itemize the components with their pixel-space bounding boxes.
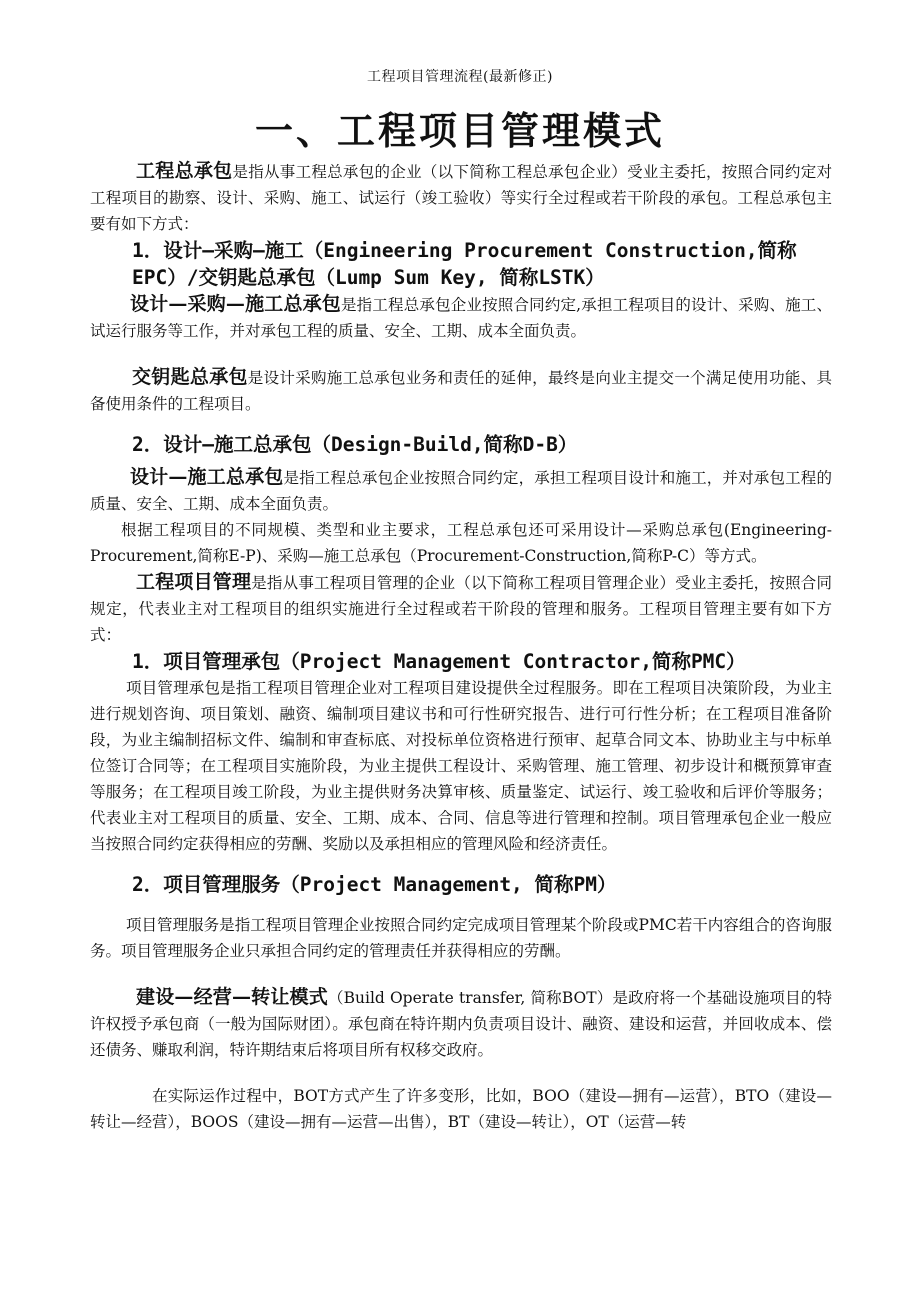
paragraph-text: （Build Operate transfer, 简称BOT）是政府将一个基础设施项目的特许权授予承包商（一般为国际财团）。承包商在特许期内负责项目设计、融资、建设和运营，并回收成本、偿还债务、赚取利润，特许期结束后将项目所有权移交政府。 [90, 989, 832, 1059]
term-general-contracting: 工程总承包 [136, 160, 233, 182]
document-body [90, 158, 832, 1135]
heading-design-build: 2．设计—施工总承包（Design-Build,简称D-B） [132, 433, 578, 456]
paragraph-text: 是指工程总承包企业按照合同约定，承担工程项目设计和施工，并对承包工程的质量、安全、工期、成本全面负责。 [90, 469, 832, 513]
paragraph-pm-intro [90, 569, 832, 648]
heading-pm-service: 2．项目管理服务（Project Management, 简称PM） [132, 873, 617, 896]
paragraph-epc-intro [90, 158, 832, 237]
paragraph-bot-definition [90, 984, 832, 1063]
term-project-management: 工程项目管理 [136, 571, 252, 593]
paragraph-text: 是指从事工程总承包的企业（以下简称工程总承包企业）受业主委托，按照合同约定对工程项目的勘察、设计、采购、施工、试运行（竣工验收）等实行全过程或若干阶段的承包。工程总承包主要有如下方式： [90, 163, 832, 233]
paragraph-text: 是指从事工程项目管理的企业（以下简称工程项目管理企业）受业主委托，按照合同规定，代表业主对工程项目的组织实施进行全过程或若干阶段的管理和服务。工程项目管理主要有如下方式： [90, 574, 832, 644]
term-bot: 建设—经营—转让模式 [136, 986, 328, 1008]
paragraph-text: 是指工程总承包企业按照合同约定,承担工程项目的设计、采购、施工、试运行服务等工作，并对承包工程的质量、安全、工期、成本全面负责。 [90, 296, 832, 340]
paragraph-text: 是设计采购施工总承包业务和责任的延伸，最终是向业主提交一个满足使用功能、具备使用条件的工程项目。 [90, 369, 832, 413]
paragraph-pm-service-definition: 项目管理服务是指工程项目管理企业按照合同约定完成项目管理某个阶段或PMC若干内容组合的咨询服务。项目管理服务企业只承担合同约定的管理责任并获得相应的劳酬。 [90, 916, 832, 960]
paragraph-pmc-definition: 项目管理承包是指工程项目管理企业对工程项目建设提供全过程服务。即在工程项目决策阶段，为业主进行规划咨询、项目策划、融资、编制项目建议书和可行性研究报告、进行可行性分析；在工程项目准备阶段，为业主编制招标文件、编制和审查标底、对投标单位资格进行预审、起草合同文本、协助业主与中标单位签订合同等；在工程项目实施阶段，为业主提供工程设计、采购管理、施工管理、初步设计和概预算审查等服务；在工程项目竣工阶段，为业主提供财务决算审核、质量鉴定、试运行、竣工验收和后评价等服务；代表业主对工程项目的质量、安全、工期、成本、合同、信息等进行管理和控制。项目管理承包企业一般应当按照合同约定获得相应的劳酬、奖励以及承担相应的管理风险和经济责任。 [90, 679, 832, 853]
paragraph-bot-variants: 在实际运作过程中，BOT方式产生了许多变形，比如，BOO（建设—拥有—运营），BTO（建设—转让—经营），BOOS（建设—拥有—运营—出售），BT（建设—转让），OT（运营—转 [90, 1087, 832, 1131]
paragraph-lstk-definition [90, 364, 832, 417]
paragraph-other-modes: 根据工程项目的不同规模、类型和业主要求，工程总承包还可采用设计—采购总承包(Engineering-Procurement,简称E-P)、采购—施工总承包（Procurement-Construction,简称P-C）等方式。 [90, 521, 832, 565]
paragraph-epc-definition [90, 291, 832, 344]
term-design-build: 设计—施工总承包 [130, 466, 284, 488]
running-header: 工程项目管理流程(最新修正) [367, 69, 553, 85]
term-lstk: 交钥匙总承包 [132, 366, 248, 388]
heading-pmc: 1．项目管理承包（Project Management Contractor,简称PMC） [132, 650, 746, 673]
paragraph-db-definition [90, 464, 832, 517]
term-epc: 设计—采购—施工总承包 [130, 293, 341, 315]
heading-epc: 1．设计—采购—施工（Engineering Procurement Construction,简称EPC）/交钥匙总承包（Lump Sum Key, 简称LSTK） [132, 239, 797, 289]
page-title: 一、工程项目管理模式 [254, 108, 665, 153]
